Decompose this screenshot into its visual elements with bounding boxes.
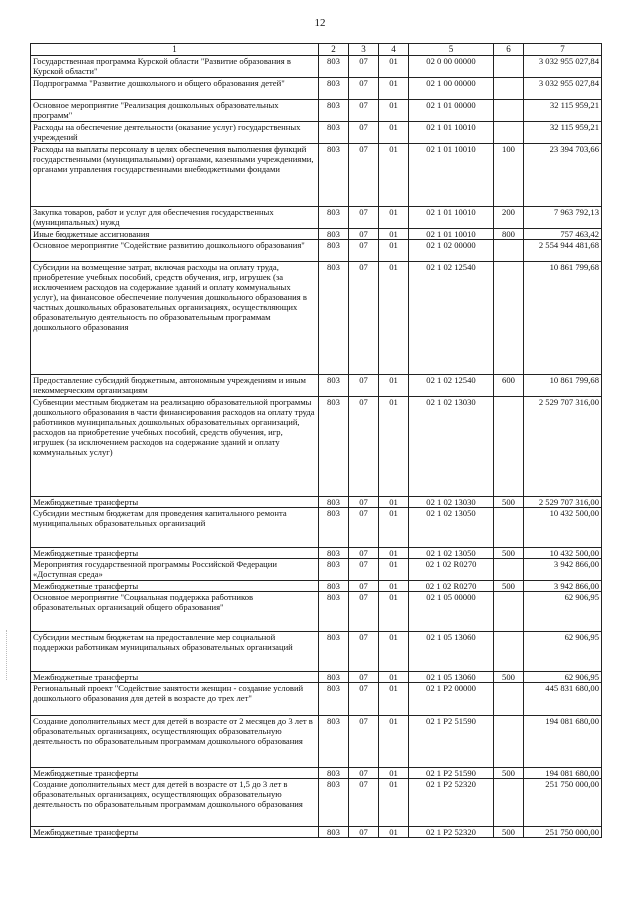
amount-cell: 10 432 500,00 (524, 547, 602, 558)
expense-type-cell (494, 99, 524, 121)
section-code-cell: 07 (349, 228, 379, 239)
subsection-code-cell: 01 (379, 99, 409, 121)
ministry-code-cell: 803 (319, 671, 349, 682)
expense-type-cell (494, 55, 524, 77)
column-header: 6 (494, 44, 524, 56)
expense-type-cell (494, 715, 524, 767)
section-code-cell: 07 (349, 591, 379, 631)
table-header-row (31, 44, 602, 56)
column-header: 2 (319, 44, 349, 56)
expense-type-cell (494, 631, 524, 671)
section-code-cell: 07 (349, 396, 379, 496)
ministry-code-cell: 803 (319, 715, 349, 767)
expense-type-cell (494, 239, 524, 261)
column-header: 3 (349, 44, 379, 56)
target-article-cell: 02 1 05 13060 (409, 631, 494, 671)
subsection-code-cell: 01 (379, 374, 409, 396)
table-row (31, 682, 602, 715)
table-row (31, 99, 602, 121)
row-name-cell: Подпрограмма "Развитие дошкольного и общего образования детей" (31, 77, 319, 99)
subsection-code-cell: 01 (379, 767, 409, 778)
amount-cell: 10 861 799,68 (524, 261, 602, 374)
subsection-code-cell: 01 (379, 239, 409, 261)
target-article-cell: 02 1 02 12540 (409, 374, 494, 396)
table-row (31, 591, 602, 631)
row-name-cell: Межбюджетные трансферты (31, 671, 319, 682)
page-number: 12 (314, 17, 326, 29)
target-article-cell: 02 1 05 00000 (409, 591, 494, 631)
expense-type-cell (494, 507, 524, 547)
amount-cell: 62 906,95 (524, 591, 602, 631)
section-code-cell: 07 (349, 631, 379, 671)
section-code-cell: 07 (349, 767, 379, 778)
section-code-cell: 07 (349, 558, 379, 580)
table-row (31, 77, 602, 99)
expense-type-cell: 800 (494, 228, 524, 239)
table-row (31, 507, 602, 547)
section-code-cell: 07 (349, 507, 379, 547)
ministry-code-cell: 803 (319, 580, 349, 591)
section-code-cell: 07 (349, 261, 379, 374)
target-article-cell: 02 1 00 00000 (409, 77, 494, 99)
row-name-cell: Межбюджетные трансферты (31, 767, 319, 778)
expense-type-cell (494, 778, 524, 826)
row-name-cell: Региональный проект "Содействие занятости женщин - создание условий дошкольного образования для детей в возрасте до трех лет" (31, 682, 319, 715)
subsection-code-cell: 01 (379, 591, 409, 631)
column-header: 7 (524, 44, 602, 56)
amount-cell: 251 750 000,00 (524, 826, 602, 837)
expense-type-cell (494, 558, 524, 580)
amount-cell: 2 529 707 316,00 (524, 396, 602, 496)
subsection-code-cell: 01 (379, 206, 409, 228)
expense-type-cell: 200 (494, 206, 524, 228)
target-article-cell: 02 1 P2 00000 (409, 682, 494, 715)
amount-cell: 7 963 792,13 (524, 206, 602, 228)
ministry-code-cell: 803 (319, 778, 349, 826)
amount-cell: 23 394 703,66 (524, 143, 602, 206)
section-code-cell: 07 (349, 671, 379, 682)
ministry-code-cell: 803 (319, 206, 349, 228)
subsection-code-cell: 01 (379, 778, 409, 826)
ministry-code-cell: 803 (319, 547, 349, 558)
target-article-cell: 02 1 02 R0270 (409, 558, 494, 580)
ministry-code-cell: 803 (319, 826, 349, 837)
row-name-cell: Основное мероприятие "Содействие развитию дошкольного образования" (31, 239, 319, 261)
expense-type-cell: 500 (494, 767, 524, 778)
section-code-cell: 07 (349, 206, 379, 228)
expense-type-cell (494, 77, 524, 99)
column-header: 5 (409, 44, 494, 56)
subsection-code-cell: 01 (379, 77, 409, 99)
section-code-cell: 07 (349, 374, 379, 396)
target-article-cell: 02 1 02 13030 (409, 496, 494, 507)
ministry-code-cell: 803 (319, 261, 349, 374)
target-article-cell: 02 1 01 10010 (409, 143, 494, 206)
ministry-code-cell: 803 (319, 496, 349, 507)
row-name-cell: Предоставление субсидий бюджетным, автономным учреждениям и иным некоммерческим организациям (31, 374, 319, 396)
amount-cell: 32 115 959,21 (524, 121, 602, 143)
row-name-cell: Расходы на обеспечение деятельности (оказание услуг) государственных учреждений (31, 121, 319, 143)
target-article-cell: 02 1 01 00000 (409, 99, 494, 121)
margin-mark (6, 630, 8, 680)
target-article-cell: 02 1 02 13050 (409, 507, 494, 547)
subsection-code-cell: 01 (379, 396, 409, 496)
target-article-cell: 02 1 05 13060 (409, 671, 494, 682)
row-name-cell: Закупка товаров, работ и услуг для обеспечения государственных (муниципальных) нужд (31, 206, 319, 228)
subsection-code-cell: 01 (379, 631, 409, 671)
table-row (31, 396, 602, 496)
expense-type-cell (494, 121, 524, 143)
row-name-cell: Создание дополнительных мест для детей в возрасте от 2 месяцев до 3 лет в образовательных организациях, осуществляющих образовательную деятельность по образовательным программам дошкольного образования (31, 715, 319, 767)
table-row (31, 143, 602, 206)
subsection-code-cell: 01 (379, 55, 409, 77)
ministry-code-cell: 803 (319, 591, 349, 631)
target-article-cell: 02 1 P2 51590 (409, 715, 494, 767)
subsection-code-cell: 01 (379, 826, 409, 837)
expense-type-cell: 100 (494, 143, 524, 206)
subsection-code-cell: 01 (379, 121, 409, 143)
section-code-cell: 07 (349, 715, 379, 767)
row-name-cell: Субсидии местным бюджетам для проведения капитального ремонта муниципальных образовательных организаций (31, 507, 319, 547)
expense-type-cell (494, 261, 524, 374)
ministry-code-cell: 803 (319, 507, 349, 547)
amount-cell: 3 942 866,00 (524, 558, 602, 580)
subsection-code-cell: 01 (379, 682, 409, 715)
table-row (31, 496, 602, 507)
target-article-cell: 02 1 02 12540 (409, 261, 494, 374)
ministry-code-cell: 803 (319, 631, 349, 671)
column-header: 1 (31, 44, 319, 56)
expense-type-cell: 500 (494, 496, 524, 507)
budget-table (30, 43, 602, 838)
ministry-code-cell: 803 (319, 558, 349, 580)
section-code-cell: 07 (349, 77, 379, 99)
row-name-cell: Межбюджетные трансферты (31, 826, 319, 837)
ministry-code-cell: 803 (319, 682, 349, 715)
row-name-cell: Субсидии местным бюджетам на предоставление мер социальной поддержки работникам муниципальных образовательных организаций (31, 631, 319, 671)
table-row (31, 121, 602, 143)
amount-cell: 757 463,42 (524, 228, 602, 239)
section-code-cell: 07 (349, 55, 379, 77)
row-name-cell: Государственная программа Курской области "Развитие образования в Курской области" (31, 55, 319, 77)
target-article-cell: 02 1 02 13030 (409, 396, 494, 496)
target-article-cell: 02 1 P2 51590 (409, 767, 494, 778)
table-row (31, 228, 602, 239)
ministry-code-cell: 803 (319, 77, 349, 99)
expense-type-cell: 500 (494, 580, 524, 591)
table-row (31, 671, 602, 682)
ministry-code-cell: 803 (319, 374, 349, 396)
subsection-code-cell: 01 (379, 261, 409, 374)
row-name-cell: Межбюджетные трансферты (31, 580, 319, 591)
table-row (31, 261, 602, 374)
target-article-cell: 02 1 P2 52320 (409, 826, 494, 837)
ministry-code-cell: 803 (319, 143, 349, 206)
row-name-cell: Основное мероприятие "Социальная поддержка работников образовательных организаций общего образования" (31, 591, 319, 631)
amount-cell: 10 861 799,68 (524, 374, 602, 396)
ministry-code-cell: 803 (319, 55, 349, 77)
expense-type-cell (494, 591, 524, 631)
section-code-cell: 07 (349, 143, 379, 206)
subsection-code-cell: 01 (379, 558, 409, 580)
row-name-cell: Субвенции местным бюджетам на реализацию образовательной программы дошкольного образования в части финансирования расходов на оплату труда работников муниципальных дошкольных образовательных организаций, расходов на приобретение учебных пособий, средств обучения, игр, игрушек (за исключением расходов на содержание зданий и оплату коммунальных услуг) (31, 396, 319, 496)
target-article-cell: 02 1 01 10010 (409, 121, 494, 143)
table-row (31, 374, 602, 396)
row-name-cell: Межбюджетные трансферты (31, 547, 319, 558)
table-row (31, 767, 602, 778)
amount-cell: 32 115 959,21 (524, 99, 602, 121)
row-name-cell: Субсидии на возмещение затрат, включая расходы на оплату труда, приобретение учебных пособий, средств обучения, игр, игрушек (за исключением расходов на содержание зданий и оплату коммунальных услуг), на финансовое обеспечение получения дошкольного образования в частных дошкольных образовательных организациях, осуществляющих образовательную деятельность по образовательным программам дошкольного образования (31, 261, 319, 374)
target-article-cell: 02 1 01 10010 (409, 206, 494, 228)
expense-type-cell: 500 (494, 547, 524, 558)
target-article-cell: 02 0 00 00000 (409, 55, 494, 77)
expense-type-cell: 500 (494, 671, 524, 682)
row-name-cell: Основное мероприятие "Реализация дошкольных образовательных программ" (31, 99, 319, 121)
target-article-cell: 02 1 02 00000 (409, 239, 494, 261)
table-row (31, 558, 602, 580)
amount-cell: 62 906,95 (524, 631, 602, 671)
subsection-code-cell: 01 (379, 143, 409, 206)
amount-cell: 3 032 955 027,84 (524, 77, 602, 99)
amount-cell: 10 432 500,00 (524, 507, 602, 547)
table-row (31, 826, 602, 837)
amount-cell: 3 032 955 027,84 (524, 55, 602, 77)
section-code-cell: 07 (349, 580, 379, 591)
table-row (31, 778, 602, 826)
section-code-cell: 07 (349, 239, 379, 261)
amount-cell: 2 529 707 316,00 (524, 496, 602, 507)
amount-cell: 3 942 866,00 (524, 580, 602, 591)
table-row (31, 631, 602, 671)
target-article-cell: 02 1 02 R0270 (409, 580, 494, 591)
amount-cell: 194 081 680,00 (524, 767, 602, 778)
amount-cell: 2 554 944 481,68 (524, 239, 602, 261)
table-row (31, 239, 602, 261)
table-row (31, 580, 602, 591)
ministry-code-cell: 803 (319, 396, 349, 496)
expense-type-cell (494, 682, 524, 715)
amount-cell: 62 906,95 (524, 671, 602, 682)
target-article-cell: 02 1 02 13050 (409, 547, 494, 558)
column-header: 4 (379, 44, 409, 56)
row-name-cell: Расходы на выплаты персоналу в целях обеспечения выполнения функций государственными (муниципальными) органами, казенными учреждениями, органами управления государственными внебюджетными фондами (31, 143, 319, 206)
subsection-code-cell: 01 (379, 671, 409, 682)
subsection-code-cell: 01 (379, 580, 409, 591)
section-code-cell: 07 (349, 121, 379, 143)
section-code-cell: 07 (349, 547, 379, 558)
subsection-code-cell: 01 (379, 496, 409, 507)
amount-cell: 194 081 680,00 (524, 715, 602, 767)
section-code-cell: 07 (349, 682, 379, 715)
subsection-code-cell: 01 (379, 715, 409, 767)
amount-cell: 445 831 680,00 (524, 682, 602, 715)
ministry-code-cell: 803 (319, 99, 349, 121)
target-article-cell: 02 1 01 10010 (409, 228, 494, 239)
expense-type-cell: 600 (494, 374, 524, 396)
row-name-cell: Мероприятия государственной программы Российской Федерации «Доступная среда» (31, 558, 319, 580)
ministry-code-cell: 803 (319, 767, 349, 778)
row-name-cell: Иные бюджетные ассигнования (31, 228, 319, 239)
ministry-code-cell: 803 (319, 121, 349, 143)
subsection-code-cell: 01 (379, 228, 409, 239)
expense-type-cell: 500 (494, 826, 524, 837)
section-code-cell: 07 (349, 826, 379, 837)
ministry-code-cell: 803 (319, 239, 349, 261)
row-name-cell: Межбюджетные трансферты (31, 496, 319, 507)
table-row (31, 715, 602, 767)
subsection-code-cell: 01 (379, 547, 409, 558)
expense-type-cell (494, 396, 524, 496)
table-row (31, 547, 602, 558)
row-name-cell: Создание дополнительных мест для детей в возрасте от 1,5 до 3 лет в образовательных организациях, осуществляющих образовательную деятельность по образовательным программам дошкольного образования (31, 778, 319, 826)
section-code-cell: 07 (349, 778, 379, 826)
target-article-cell: 02 1 P2 52320 (409, 778, 494, 826)
table-row (31, 55, 602, 77)
ministry-code-cell: 803 (319, 228, 349, 239)
section-code-cell: 07 (349, 496, 379, 507)
table-row (31, 206, 602, 228)
section-code-cell: 07 (349, 99, 379, 121)
amount-cell: 251 750 000,00 (524, 778, 602, 826)
subsection-code-cell: 01 (379, 507, 409, 547)
